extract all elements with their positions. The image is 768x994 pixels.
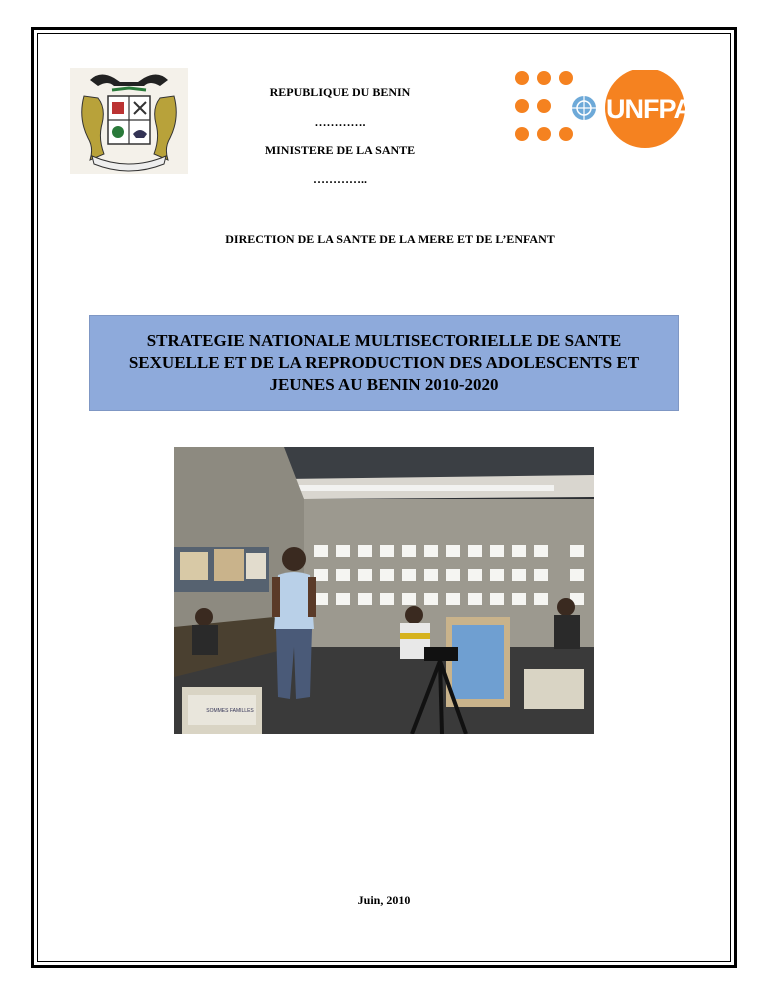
document-title-box	[89, 315, 679, 411]
unfpa-dots-icon	[515, 71, 573, 141]
separator-dots: ………….	[314, 115, 366, 129]
document-title: STRATEGIE NATIONALE MULTISECTORIELLE DE SANTE SEXUELLE ET DE LA REPRODUCTION DES ADOLESCENTS ET JEUNES AU BENIN 2010-2020	[128, 331, 640, 394]
direction-name: DIRECTION DE LA SANTE DE LA MERE ET DE L’ENFANT	[225, 232, 555, 246]
unfpa-wordmark: UNFPA	[606, 94, 692, 124]
classroom-photo	[174, 447, 594, 734]
coat-of-arms-icon	[70, 68, 188, 174]
separator-dots: …………..	[313, 172, 367, 186]
publication-date: Juin, 2010	[357, 893, 411, 907]
poster-caption: SOMMES FAMILLES	[206, 708, 254, 714]
ministry-name: MINISTERE DE LA SANTE	[264, 143, 416, 157]
country-name: REPUBLIQUE DU BENIN	[269, 85, 411, 99]
